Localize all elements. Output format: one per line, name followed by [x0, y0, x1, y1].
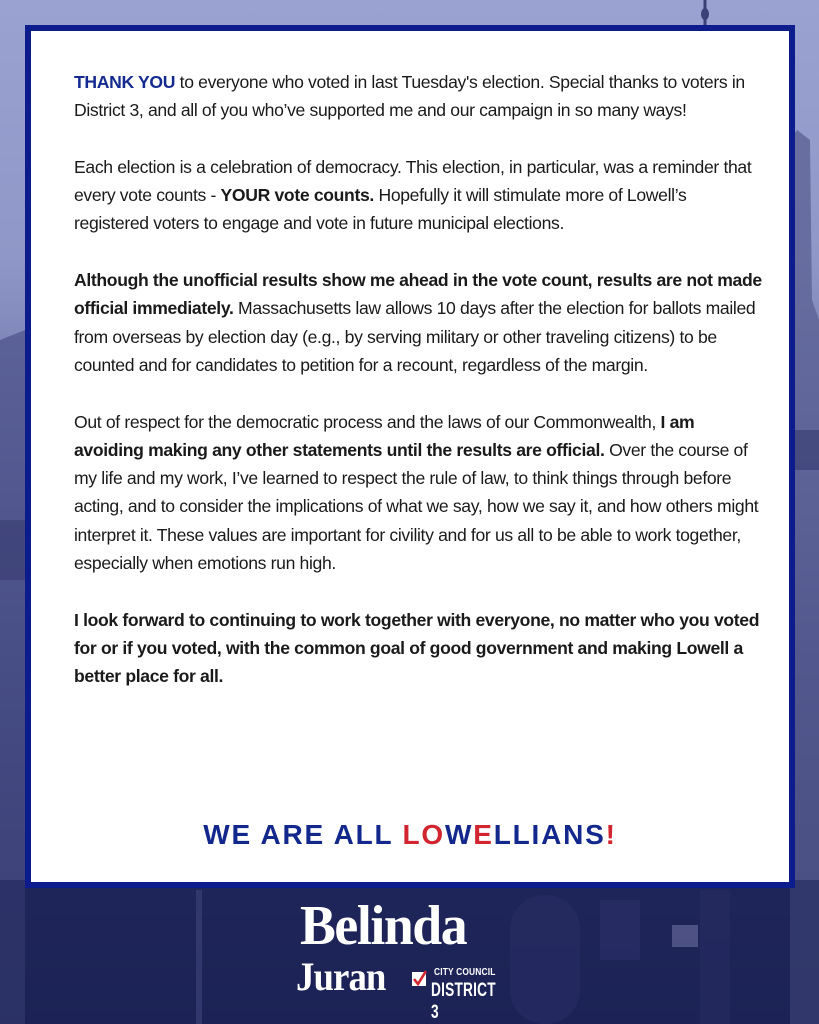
logo-last-name: Juran: [296, 954, 386, 999]
paragraph-text: Over the course of my life and my work, I’ve learned to respect the rule of law, to think things through before acting, and to consider the implications of what we say, how we say it, and how others might interpret it. These values are important for civility and for us all to be able to work together, especially when emotions run high.: [74, 439, 759, 574]
paragraph-unofficial-results: [74, 266, 764, 379]
logo-district: DISTRICT 3: [431, 980, 496, 1023]
paragraph-bold: I look forward to continuing to work together with everyone, no matter who you voted for or if you voted, with the common goal of good government and making Lowell a better place for all.: [74, 609, 760, 687]
logo-first-name: Belinda: [300, 895, 467, 957]
paragraph-text: Hopefully it will stimulate more of Lowell’s registered voters to engage and vote in future municipal elections.: [74, 185, 687, 234]
paragraph-look-forward: [74, 606, 764, 691]
paragraph-respect: [74, 408, 764, 578]
checkbox-check-icon: [412, 972, 426, 986]
slogan-letter-l: L: [402, 819, 422, 850]
paragraph-bold: YOUR vote counts.: [220, 185, 374, 206]
paragraph-text: Massachusetts law allows 10 days after the election for ballots mailed from overseas by election day (e.g., by serving military or other traveling citizens) to be counted and for candidates to petition for a recount, regardless of the margin.: [74, 298, 756, 375]
slogan-text: WE ARE ALL: [203, 819, 403, 850]
slogan-letter-w: W: [444, 819, 474, 850]
paragraph-text: to everyone who voted in last Tuesday's election. Special thanks to voters in District 3, and all of you who’ve supported me and our campaign in so many ways!: [74, 72, 745, 121]
campaign-logo: [296, 895, 526, 1023]
statement-text: [74, 68, 764, 719]
paragraph-democracy: [74, 153, 764, 238]
slogan-text-rest: LLIANS: [493, 819, 606, 850]
slogan-exclamation: !: [605, 819, 617, 850]
thank-you-heading: THANK YOU: [74, 72, 176, 92]
paragraph-bold: Although the unofficial results show me ahead in the vote count, results are not made official immediately.: [74, 270, 762, 319]
paragraph-thank-you: [74, 68, 764, 125]
paragraph-text: Out of respect for the democratic process and the laws of our Commonwealth,: [74, 411, 661, 432]
statement-card: [25, 25, 795, 888]
slogan-letter-e: E: [473, 819, 494, 850]
slogan-letter-o: O: [421, 819, 445, 850]
paragraph-bold: I am avoiding making any other statements until the results are official.: [74, 411, 695, 460]
slogan: [31, 819, 789, 851]
logo-office: CITY COUNCIL: [434, 966, 496, 978]
paragraph-text: Each election is a celebration of democracy. This election, in particular, was a reminder that every vote counts -: [74, 156, 752, 206]
